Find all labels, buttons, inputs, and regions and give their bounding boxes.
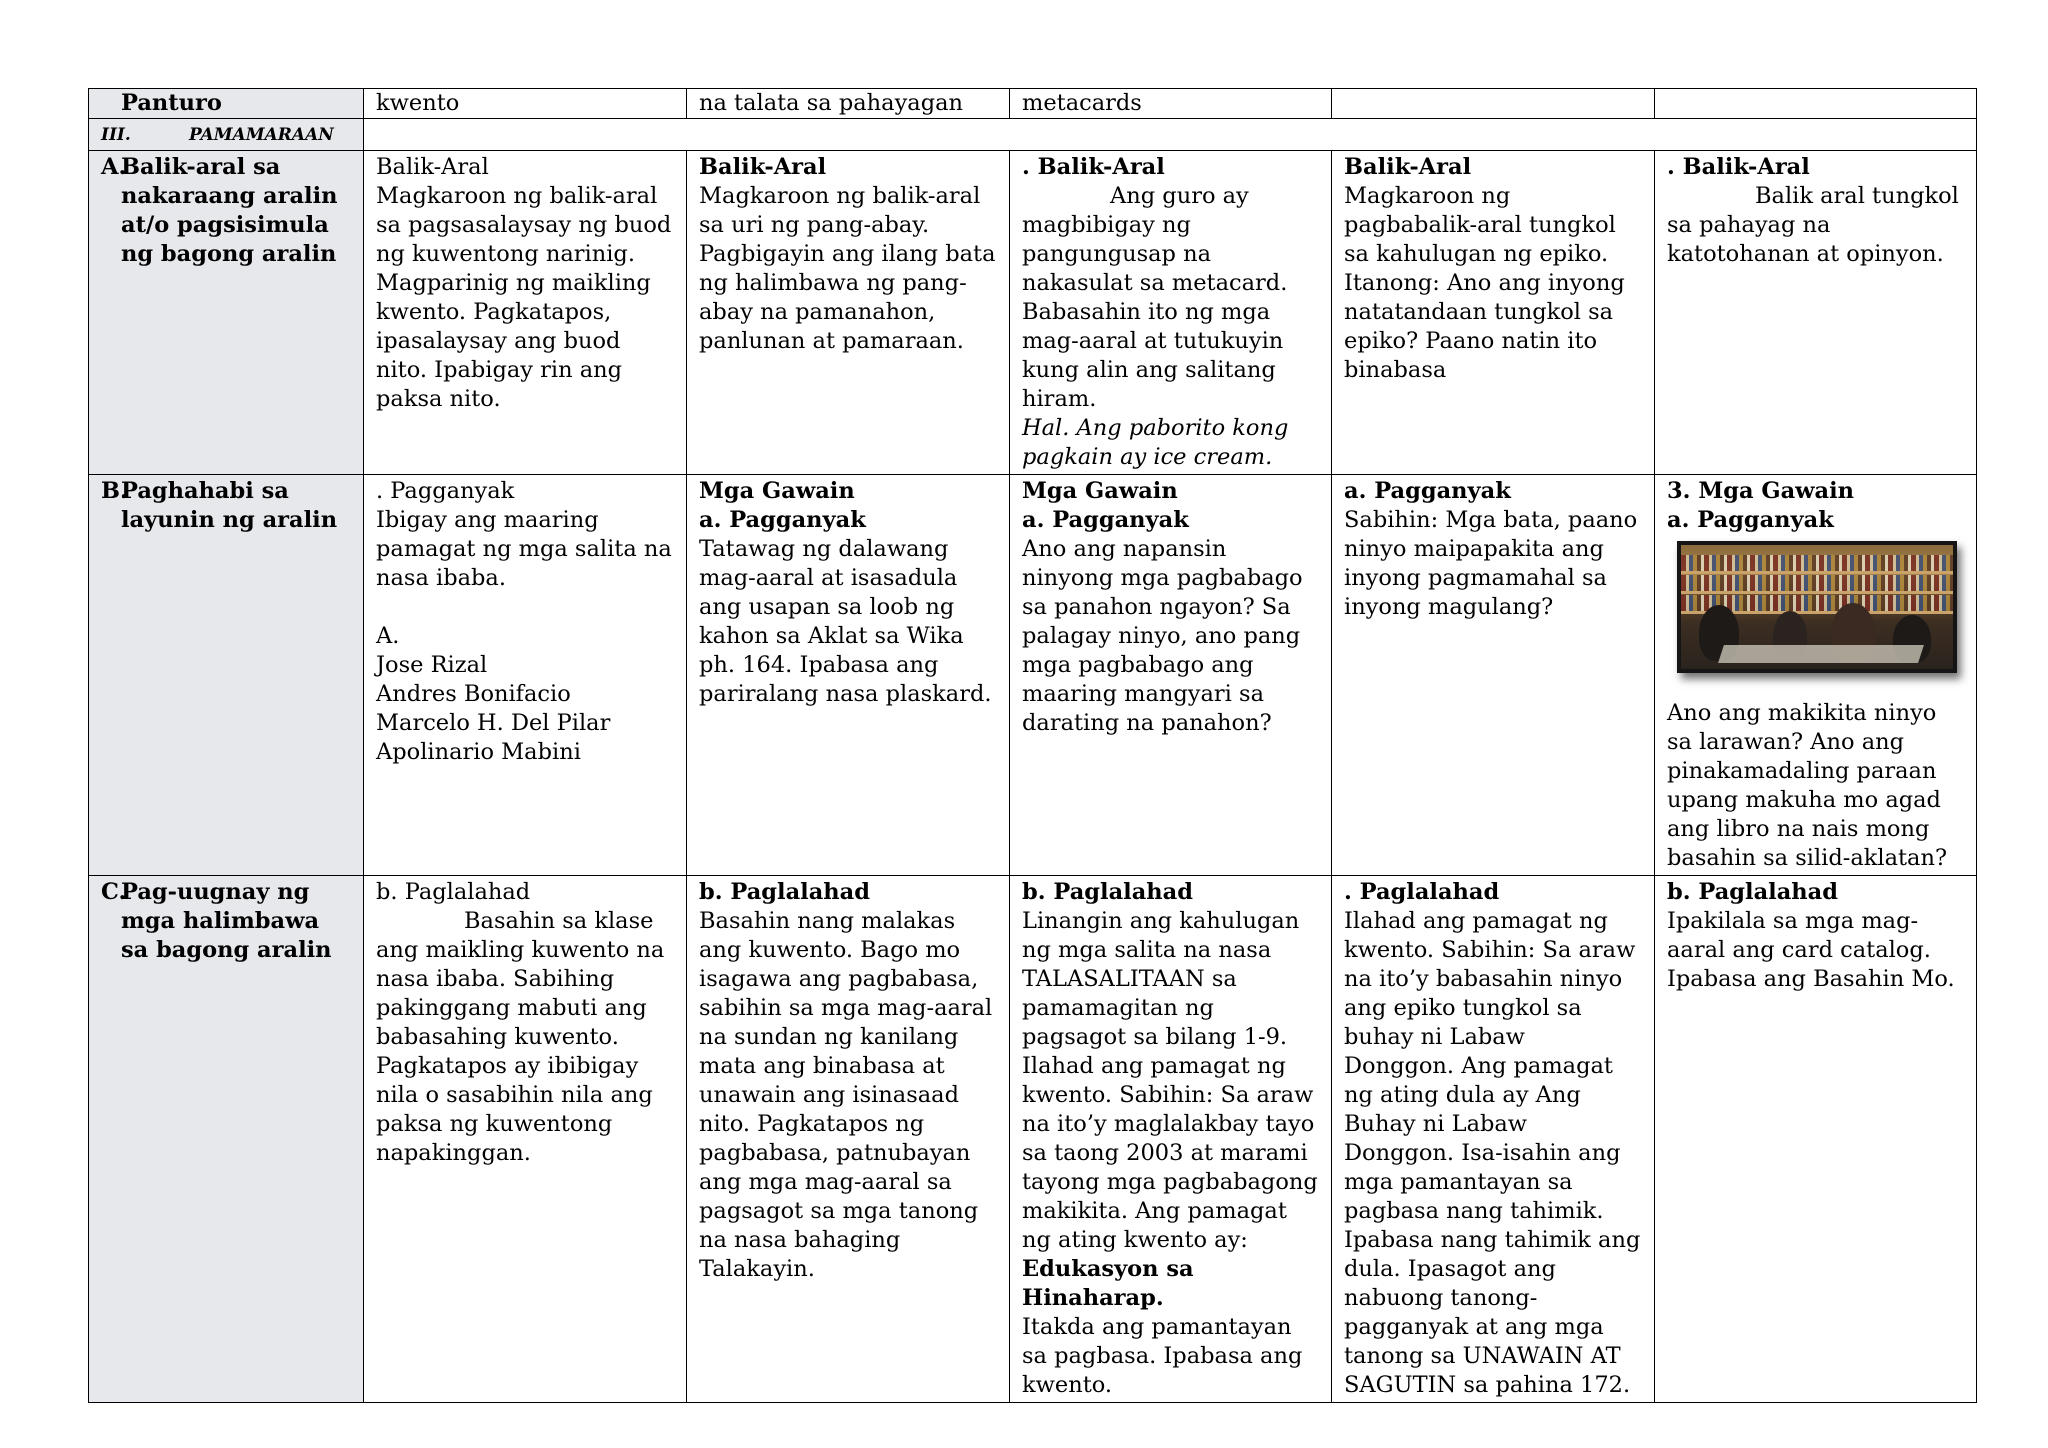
pamamaraan-row (89, 119, 1977, 151)
row-a-cell-5 (1655, 151, 1977, 475)
cell-subheading: a. Pagganyak (1667, 507, 1834, 533)
cell-heading: b. Paglalahad (376, 879, 531, 905)
list-item: Jose Rizal (376, 652, 488, 678)
cell-body-indent: Ang guro ay (1110, 183, 1249, 209)
cell-body: Basahin nang malakas ang kuwento. Bago mo isagawa ang pagbabasa, sabihin sa mga mag-aaral na sundan ng kanilang mata ang binabasa at unawain ang isinasaad nito. Pagkatapos ng pagbabasa, patnubayan ang mga mag-aaral sa pagsagot sa mga tanong na nasa bahaging Talakayin. (699, 908, 993, 1282)
library-photo (1677, 541, 1957, 673)
row-b (89, 475, 1977, 876)
row-a-cell-4 (1332, 151, 1655, 475)
cell-example: Hal. Ang paborito kong pagkain ay ice cream. (1022, 415, 1289, 470)
row-a-cell-3 (1010, 151, 1332, 475)
row-c-cell-3 (1010, 876, 1332, 1403)
cell-body: Linangin ang kahulugan ng mga salita na nasa TALASALITAAN sa pamamagitan ng pagsagot sa bilang 1-9. Ilahad ang pamagat ng kwento. Sabihin: Sa araw na ito’y maglalakbay tayo sa taong 2003 at marami tayong mga pagbabagong makikita. Ang pamagat ng ating kwento ay: (1022, 908, 1318, 1253)
row-a (89, 151, 1977, 475)
cell-body: Magkaroon ng pagbabalik-aral tungkol sa kahulugan ng epiko. Itanong: Ano ang inyong natatandaan tungkol sa epiko? Paano natin ito binabasa (1344, 183, 1625, 383)
panturo-row (89, 89, 1977, 119)
cell-heading: . Balik-Aral (1667, 154, 1810, 180)
panturo-cell-3: metacards (1010, 89, 1332, 119)
cell-heading: Mga Gawain (1022, 478, 1178, 504)
cell-body: Ano ang makikita ninyo sa larawan? Ano ang pinakamadaling paraan upang makuha mo agad ang libro na nais mong basahin sa silid-aklatan? (1667, 700, 1948, 871)
cell-body: Ano ang napansin ninyong mga pagbabago sa panahon ngayon? Sa palagay ninyo, ano pang mga pagbabago ang maaring mangyari sa darating na panahon? (1022, 536, 1303, 736)
list-item: Andres Bonifacio (376, 681, 571, 707)
cell-heading: Mga Gawain (699, 478, 855, 504)
cell-heading: b. Paglalahad (1667, 879, 1838, 905)
row-a-cell-1 (364, 151, 687, 475)
panturo-cell-5 (1655, 89, 1977, 119)
row-b-cell-3 (1010, 475, 1332, 876)
cell-heading: Balik-Aral (1344, 154, 1472, 180)
cell-heading: 3. Mga Gawain (1667, 478, 1855, 504)
row-b-cell-1 (364, 475, 687, 876)
list-item: Marcelo H. Del Pilar (376, 710, 611, 736)
row-b-label-cell (89, 475, 364, 876)
row-c-cell-2 (687, 876, 1010, 1403)
list-label: A. (376, 623, 400, 649)
row-b-cell-4 (1332, 475, 1655, 876)
row-a-label-cell (89, 151, 364, 475)
cell-heading: Balik-Aral (699, 154, 827, 180)
row-a-letter: A. (101, 154, 127, 180)
row-c-cell-4 (1332, 876, 1655, 1403)
row-c (89, 876, 1977, 1403)
cell-body: Magkaroon ng balik-aral sa uri ng pang-abay. Pagbigayin ang ilang bata ng halimbawa ng pang-abay na pamanahon, panlunan at pamaraan. (699, 183, 996, 354)
cell-body: magbibigay ng pangungusap na nakasulat sa metacard. Babasahin ito ng mga mag-aaral at tutukuyin kung alin ang salitang hiram. (1022, 212, 1288, 412)
lesson-plan-table (88, 88, 1977, 1403)
cell-body: Sabihin: Mga bata, paano ninyo maipapakita ang inyong pagmamahal sa inyong magulang? (1344, 507, 1638, 620)
cell-body-2: Itakda ang pamantayan sa pagbasa. Ipabasa ang kwento. (1022, 1314, 1303, 1398)
roman-numeral: III. (101, 125, 131, 145)
cell-body: ang maikling kuwento na nasa ibaba. Sabihing pakinggang mabuti ang babasahing kuwento. Pagkatapos ay ibibigay nila o sasabihin nila ang paksa ng kuwentong napakinggan. (376, 937, 665, 1166)
pamamaraan-label-cell (89, 119, 364, 151)
panturo-cell-4 (1332, 89, 1655, 119)
row-a-label: Balik-aral sa nakaraang aralin at/o pagsisimula ng bagong aralin (121, 154, 338, 267)
cell-heading: b. Paglalahad (1022, 879, 1193, 905)
panturo-cell-1: kwento (364, 89, 687, 119)
row-c-cell-1 (364, 876, 687, 1403)
row-a-cell-2 (687, 151, 1010, 475)
pamamaraan-merged-cell (364, 119, 1977, 151)
cell-heading: . Paglalahad (1344, 879, 1500, 905)
cell-body: Ilahad ang pamagat ng kwento. Sabihin: Sa araw na ito’y babasahin ninyo ang epiko tungkol sa buhay ni Labaw Donggon. Ang pamagat ng ating dula ay Ang Buhay ni Labaw Donggon. Isa-isahin ang mga pamantayan sa pagbasa nang tahimik. Ipabasa nang tahimik ang dula. Ipasagot ang nabuong tanong-pagganyak at ang mga tanong sa UNAWAIN AT SAGUTIN sa pahina 172. (1344, 908, 1641, 1398)
row-c-letter: C. (101, 879, 127, 905)
cell-body-indent: Basahin sa klase (464, 908, 654, 934)
section-title: PAMAMARAAN (189, 125, 334, 145)
row-c-cell-5 (1655, 876, 1977, 1403)
list-item: Apolinario Mabini (376, 739, 581, 765)
cell-body-indent: Balik aral tungkol (1755, 183, 1959, 209)
cell-body: sa pahayag na katotohanan at opinyon. (1667, 212, 1944, 267)
cell-heading: . Balik-Aral (1022, 154, 1165, 180)
panturo-cell-2: na talata sa pahayagan (687, 89, 1010, 119)
cell-heading: . Pagganyak (376, 478, 515, 504)
cell-subheading: a. Pagganyak (699, 507, 866, 533)
cell-heading: b. Paglalahad (699, 879, 870, 905)
cell-body: Ibigay ang maaring pamagat ng mga salita na nasa ibaba. (376, 507, 672, 591)
cell-body: Magkaroon ng balik-aral sa pagsasalaysay ng buod ng kuwentong narinig. Magparinig ng maikling kwento. Pagkatapos, ipasalaysay ang buod nito. Ipabigay rin ang paksa nito. (376, 183, 672, 412)
cell-subheading: a. Pagganyak (1022, 507, 1189, 533)
row-b-cell-5 (1655, 475, 1977, 876)
row-c-label-cell (89, 876, 364, 1403)
cell-body: Tatawag ng dalawang mag-aaral at isasadula ang usapan sa loob ng kahon sa Aklat sa Wika ph. 164. Ipabasa ang pariralang nasa plaskard. (699, 536, 992, 707)
row-b-letter: B. (101, 478, 128, 504)
story-title: Edukasyon sa Hinaharap. (1022, 1256, 1194, 1311)
row-c-label: Pag-uugnay ng mga halimbawa sa bagong aralin (121, 879, 332, 963)
cell-body: Ipakilala sa mga mag-aaral ang card catalog. Ipabasa ang Basahin Mo. (1667, 908, 1955, 992)
cell-heading: Balik-Aral (376, 154, 489, 180)
row-b-cell-2 (687, 475, 1010, 876)
cell-heading: a. Pagganyak (1344, 478, 1511, 504)
row-b-label: Paghahabi sa layunin ng aralin (121, 478, 338, 533)
panturo-label: Panturo (89, 89, 364, 119)
